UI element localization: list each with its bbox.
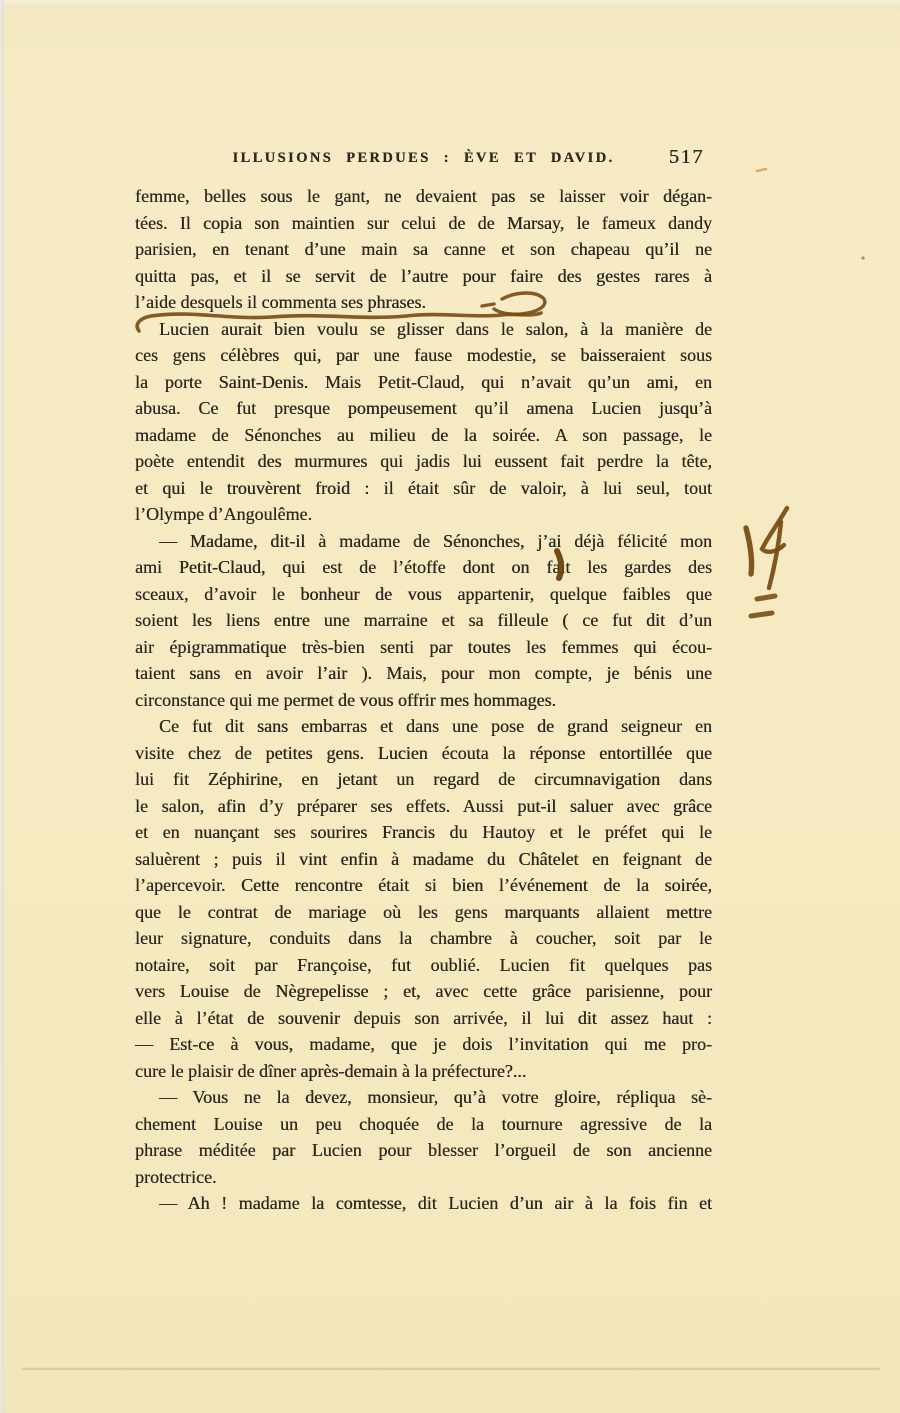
margin-note-14 <box>746 508 787 588</box>
text-column <box>135 183 712 1217</box>
running-head-title: ILLUSIONS PERDUES : ÈVE ET DAVID. <box>232 150 615 166</box>
text-line: visite chez de petites gens. Lucien écouta la réponse entortillée que <box>135 742 712 763</box>
margin-note-dashes <box>751 596 775 616</box>
text-line: sceaux, d’avoir le bonheur de vous appartenir, quelque faibles que <box>135 583 712 604</box>
text-line: lui fit Zéphirine, en jetant un regard de circumnavigation dans <box>135 769 712 789</box>
text-line: Ce fut dit sans embarras et dans une pose de grand seigneur en <box>159 716 712 736</box>
text-line: protectrice. <box>135 1166 217 1187</box>
paper-fleck-orange <box>757 169 766 171</box>
text-line: et en nuançant ses sourires Francis du Hautoy et le préfet qui le <box>135 822 712 842</box>
text-line: ces gens célèbres qui, par une fause modestie, se baisseraient sous <box>135 345 712 365</box>
text-line: elle à l’état de souvenir depuis son arrivée, il lui dit assez haut : <box>135 1007 712 1028</box>
text-line: le salon, afin d’y préparer ses effets. Aussi put-il saluer avec grâce <box>135 795 712 816</box>
text-line: notaire, soit par Françoise, fut oublié. Lucien fit quelques pas <box>135 954 712 975</box>
text-line: quitta pas, et il se servit de l’autre pour faire des gestes rares à <box>135 265 712 286</box>
text-line: circonstance qui me permet de vous offrir mes hommages. <box>135 689 557 710</box>
text-line: ami Petit-Claud, qui est de l’étoffe dont on fait les gardes des <box>135 557 712 577</box>
text-line: saluèrent ; puis il vint enfin à madame du Châtelet en feignant de <box>135 848 712 869</box>
text-line: Lucien aurait bien voulu se glisser dans le salon, à la manière de <box>159 318 712 339</box>
text-line: vers Louise de Nègrepelisse ; et, avec cette grâce parisienne, pour <box>135 981 712 1001</box>
text-line: la porte Saint-Denis. Mais Petit-Claud, qui n’avait qu’un ami, en <box>135 371 712 392</box>
text-line: taient sans en avoir l’air ). Mais, pour mon compte, je bénis une <box>135 663 712 683</box>
scan-crease <box>22 1368 880 1370</box>
text-line: — Madame, dit-il à madame de Sénonches, j’ai déjà félicité mon <box>159 530 712 551</box>
page-number: 517 <box>668 146 704 168</box>
text-line: femme, belles sous le gant, ne devaient pas se laisser voir dégan- <box>135 186 712 206</box>
text-line: l’aide desquels il commenta ses phrases. <box>135 292 426 312</box>
text-line: soient les liens entre une marraine et sa filleule ( ce fut dit d’un <box>135 610 712 630</box>
text-line: leur signature, conduits dans la chambre à coucher, soit par le <box>135 928 712 948</box>
text-line: — Est-ce à vous, madame, que je dois l’invitation qui me pro- <box>135 1034 712 1054</box>
text-line: phrase méditée par Lucien pour blesser l’orgueil de son ancienne <box>135 1140 712 1160</box>
text-line: air épigrammatique très-bien senti par toutes les femmes qui écou- <box>135 636 712 657</box>
text-line: cure le plaisir de dîner après-demain à la préfecture?... <box>135 1060 527 1081</box>
text-line: abusa. Ce fut presque pompeusement qu’il amena Lucien jusqu’à <box>135 398 712 418</box>
text-line: que le contrat de mariage où les gens marquants allaient mettre <box>135 901 712 922</box>
scan-edge-left <box>0 0 5 1413</box>
text-line: madame de Sénonches au milieu de la soirée. A son passage, le <box>135 424 712 445</box>
text-line: poète entendit des murmures qui jadis lui eussent fait perdre la tête, <box>135 451 712 471</box>
text-line: et qui le trouvèrent froid : il était sûr de valoir, à lui seul, tout <box>135 477 712 498</box>
text-line: parisien, en tenant d’une main sa canne et son chapeau qu’il ne <box>135 239 712 259</box>
running-head <box>135 146 712 178</box>
text-line: chement Louise un peu choquée de la tournure agressive de la <box>135 1113 712 1134</box>
paper-fleck-red <box>861 256 864 259</box>
text-line: — Vous ne la devez, monsieur, qu’à votre gloire, répliqua sè- <box>159 1087 712 1107</box>
text-line: — Ah ! madame la comtesse, dit Lucien d’un air à la fois fin et <box>159 1193 712 1213</box>
scan-edge-top <box>0 0 900 7</box>
text-line: l’apercevoir. Cette rencontre était si bien l’événement de la soirée, <box>135 875 712 895</box>
text-line: tées. Il copia son maintien sur celui de de Marsay, le fameux dandy <box>135 212 712 233</box>
text-line: l’Olympe d’Angoulême. <box>135 504 312 524</box>
